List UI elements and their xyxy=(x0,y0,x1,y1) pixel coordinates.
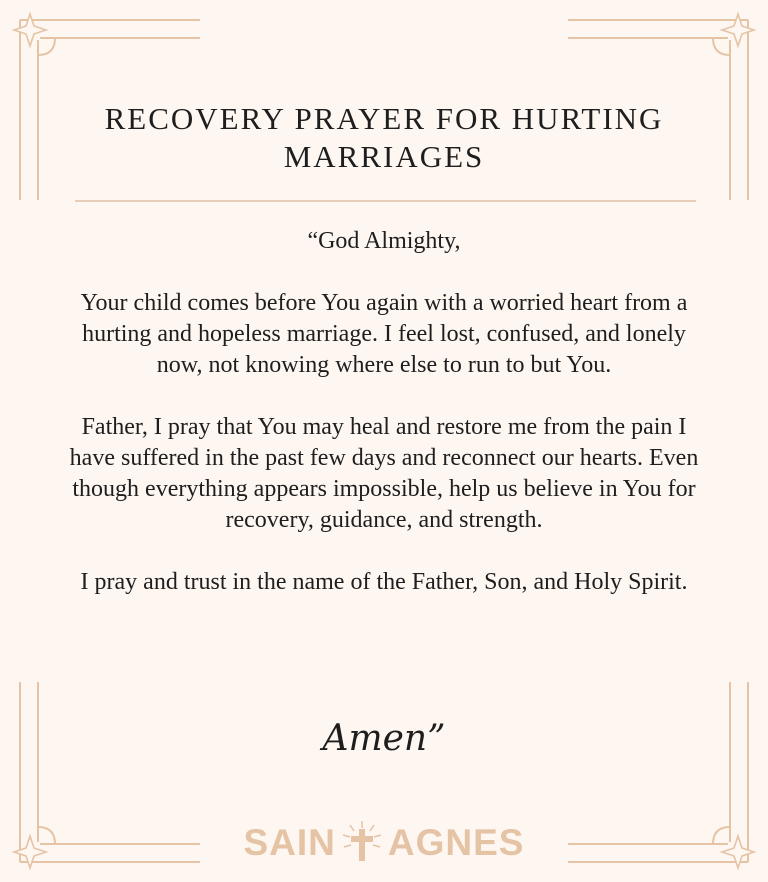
prayer-paragraph: “God Almighty, xyxy=(307,228,461,254)
corner-star-icon xyxy=(722,14,754,46)
brand-logo xyxy=(0,822,768,864)
prayer-paragraph: Your child comes before You again with a worried heart from a hurting and hopeless marriage. I feel lost, confused, and lonely now, not knowing where else to run to but You. xyxy=(80,290,688,378)
prayer-paragraph: Father, I pray that You may heal and restore me from the pain I have suffered in the past few days and reconnect our hearts. Even though everything appears impossible, help us believe in You for recovery, guidance, and strength. xyxy=(69,414,699,533)
corner-star-icon xyxy=(14,14,46,46)
prayer-body xyxy=(60,226,708,629)
prayer-paragraph: I pray and trust in the name of the Father, Son, and Holy Spirit. xyxy=(80,569,688,595)
signoff-amen: Amen” xyxy=(322,718,446,759)
title-divider xyxy=(75,200,696,202)
brand-text-left: SAIN xyxy=(243,822,336,863)
cross-sunburst-icon xyxy=(340,819,384,863)
brand-text-right: AGNES xyxy=(387,822,525,863)
page-title: RECOVERY PRAYER FOR HURTING MARRIAGES xyxy=(104,101,664,174)
